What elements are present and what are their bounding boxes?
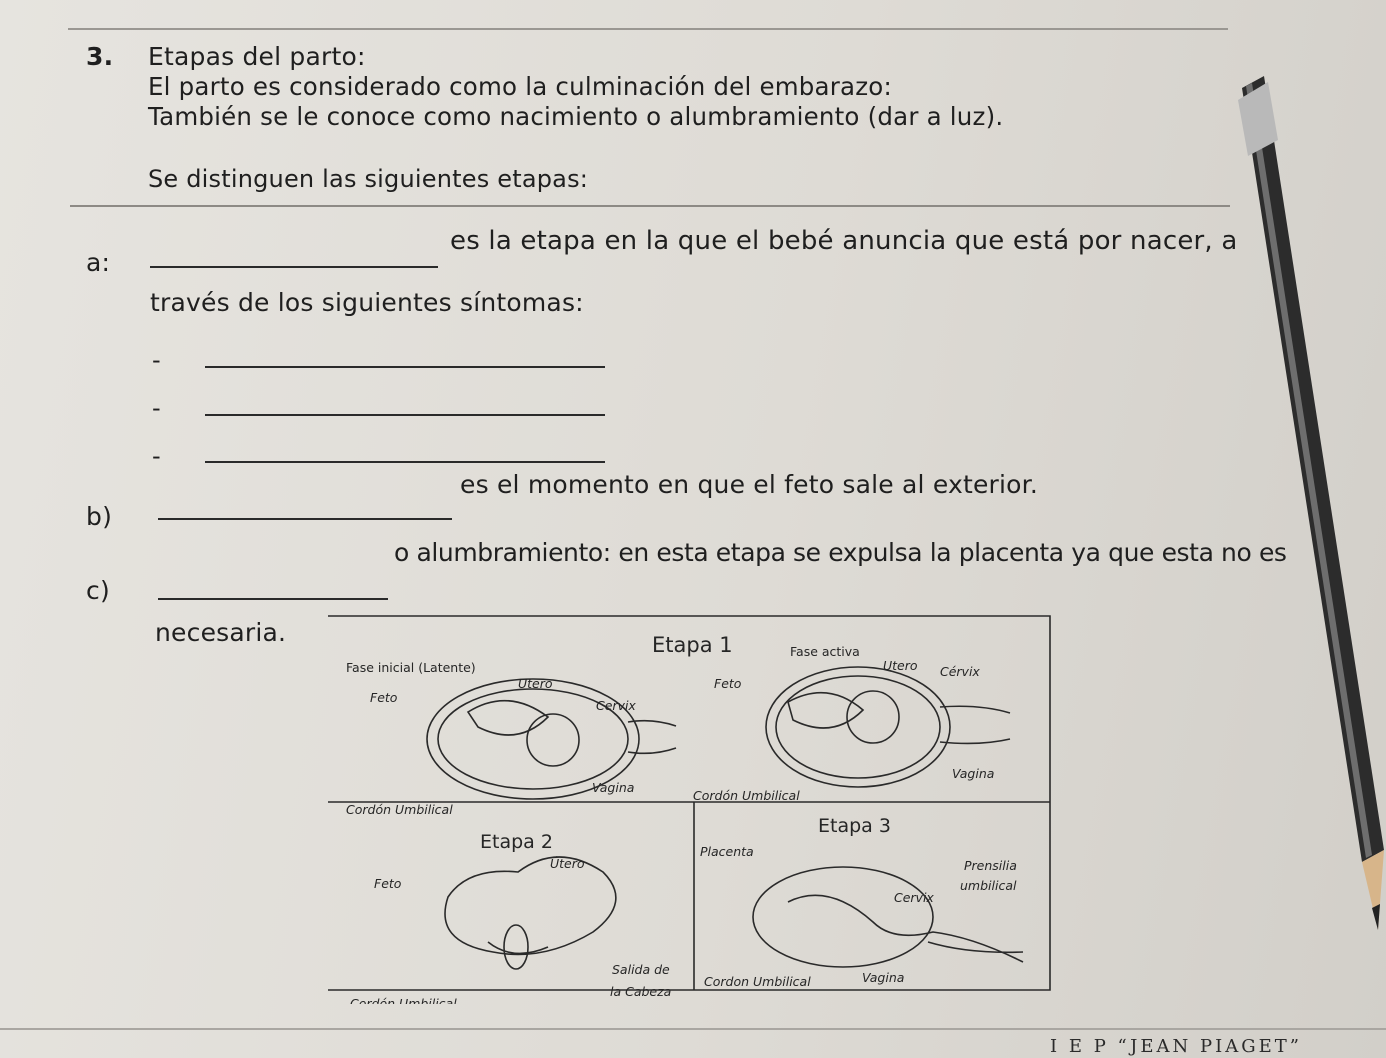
etapa1-utero-label: Utero bbox=[518, 676, 553, 691]
section-title: Etapas del parto: bbox=[148, 42, 366, 71]
item-c-blank[interactable] bbox=[158, 598, 388, 600]
symptom-2-blank[interactable] bbox=[205, 414, 605, 416]
etapa1-utero-b-label: Utero bbox=[883, 658, 918, 673]
etapa1-cervix-b-label: Cérvix bbox=[940, 664, 980, 679]
etapa2-utero-label: Útero bbox=[550, 856, 585, 871]
birth-stages-figure bbox=[328, 612, 1058, 1004]
etapa1-feto-b-label: Feto bbox=[714, 676, 742, 691]
symptom-1-dash: - bbox=[152, 346, 161, 374]
etapa1-phase-active: Fase activa bbox=[790, 644, 860, 659]
etapa3-umbilical-label: umbilical bbox=[960, 878, 1017, 893]
etapa2-title: Etapa 2 bbox=[480, 831, 553, 853]
symptom-3-dash: - bbox=[152, 442, 161, 470]
separator-line bbox=[70, 205, 1230, 207]
etapa3-cervix-label: Cervix bbox=[894, 890, 934, 905]
etapa1-cordon-b-label: Cordón Umbilical bbox=[693, 788, 800, 803]
item-a-label: a: bbox=[86, 248, 111, 277]
item-c-label: c) bbox=[86, 576, 110, 605]
bottom-border bbox=[0, 1028, 1386, 1030]
etapa1-cervix-label: Cervix bbox=[596, 698, 636, 713]
etapa1-vagina-b-label: Vagina bbox=[952, 766, 995, 781]
symptom-2-dash: - bbox=[152, 394, 161, 422]
etapa3-vagina-label: Vagina bbox=[862, 970, 905, 985]
etapa2-cordon-label: Cordón Umbilical bbox=[350, 996, 457, 1004]
etapa2-feto-label: Feto bbox=[374, 876, 402, 891]
etapa1-title: Etapa 1 bbox=[652, 633, 733, 657]
etapa1-phase-latent: Fase inicial (Latente) bbox=[346, 660, 476, 675]
etapa3-cordon-label: Cordon Umbilical bbox=[704, 974, 811, 989]
symptom-3-blank[interactable] bbox=[205, 461, 605, 463]
item-b-text: es el momento en que el feto sale al exterior. bbox=[460, 470, 1039, 499]
etapa1-cordon-label: Cordón Umbilical bbox=[346, 802, 453, 817]
item-b-blank[interactable] bbox=[158, 518, 452, 520]
item-a-blank[interactable] bbox=[150, 266, 438, 268]
top-border bbox=[68, 0, 1228, 30]
item-c-continuation: necesaria. bbox=[155, 618, 287, 647]
intro-line-2: También se le conoce como nacimiento o alumbramiento (dar a luz). bbox=[148, 102, 1004, 131]
etapa3-prensilia-label: Prensilia bbox=[964, 858, 1017, 873]
etapa1-feto-label: Feto bbox=[370, 690, 398, 705]
pencil-icon bbox=[1238, 70, 1386, 950]
etapa3-placenta-label: Placenta bbox=[700, 844, 754, 859]
section-number: 3. bbox=[86, 42, 114, 71]
item-c-text: o alumbramiento: en esta etapa se expulsa la placenta ya que esta no es bbox=[394, 538, 1287, 567]
intro-line-1: El parto es considerado como la culminación del embarazo: bbox=[148, 72, 892, 101]
distinguish-text: Se distinguen las siguientes etapas: bbox=[148, 165, 589, 193]
etapa2-salida-2: la Cabeza bbox=[610, 984, 672, 999]
school-footer: I E P “JEAN PIAGET” bbox=[1050, 1036, 1302, 1057]
etapa1-vagina-label: Vagina bbox=[592, 780, 635, 795]
etapa2-salida-1: Salida de bbox=[612, 962, 670, 977]
item-a-continuation: través de los siguientes síntomas: bbox=[150, 288, 584, 317]
etapa3-title: Etapa 3 bbox=[818, 815, 891, 837]
symptom-1-blank[interactable] bbox=[205, 366, 605, 368]
item-b-label: b) bbox=[86, 502, 113, 531]
item-a-text: es la etapa en la que el bebé anuncia que está por nacer, a bbox=[450, 226, 1238, 256]
